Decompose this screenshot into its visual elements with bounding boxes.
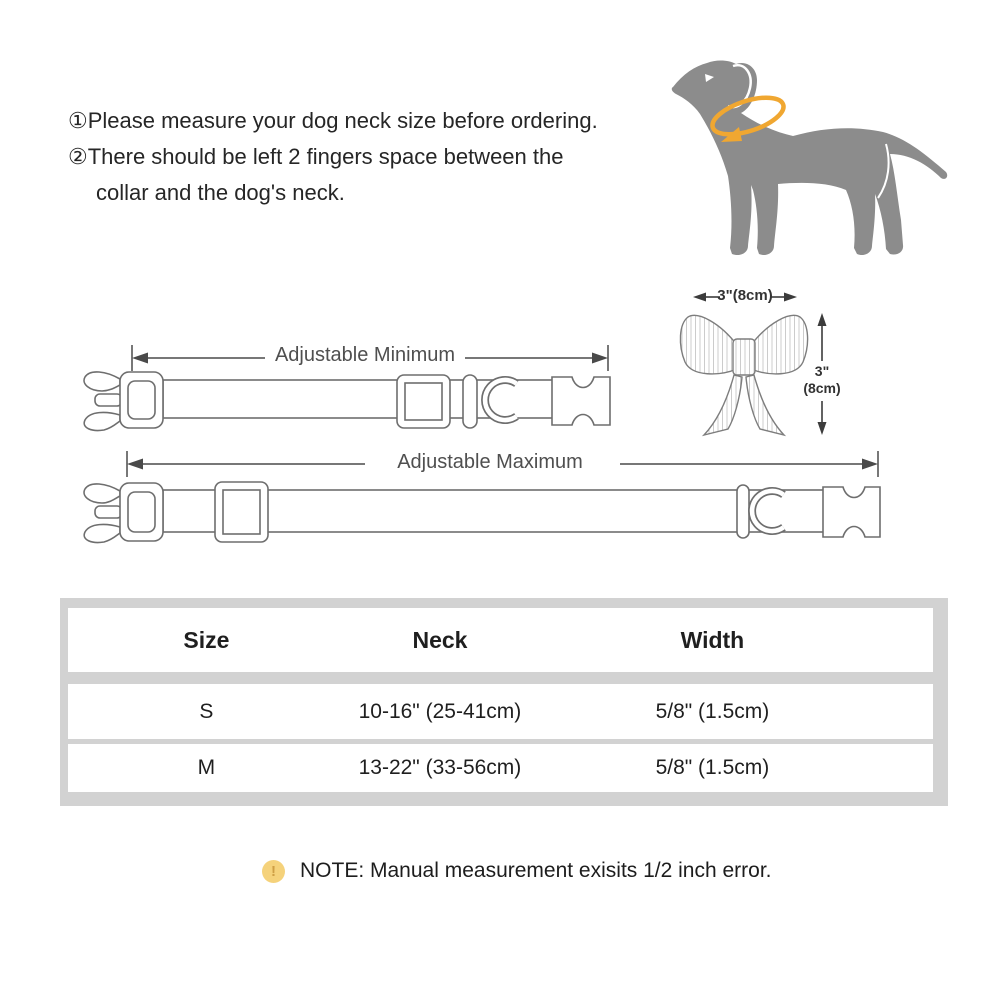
exclamation-glyph: ! [271,862,276,880]
cell-neck: 10-16" (25-41cm) [358,699,522,723]
keeper-loop [463,375,477,428]
buckle-male-opening [128,381,155,419]
exclamation-icon [262,860,285,883]
cell-width: 5/8" (1.5cm) [655,699,770,723]
instruction-line-3: collar and the dog's neck. [96,180,345,205]
header-neck: Neck [412,626,468,653]
table-row [68,744,933,792]
instruction-line-1: ①Please measure your dog neck size before ordering. [68,108,598,133]
instruction-line-2: ②There should be left 2 fingers space between the [68,144,564,169]
size-table [60,598,948,806]
cell-width: 5/8" (1.5cm) [655,756,770,779]
adjustable-minimum-label: Adjustable Minimum [274,344,456,366]
measuring-instructions [68,103,598,211]
buckle-prong [95,394,122,406]
tri-glide-opening [405,383,442,420]
header-size: Size [183,626,230,653]
measurement-note [262,859,772,883]
note-text: NOTE: Manual measurement exisits 1/2 inch error. [300,859,772,882]
arrowhead-right [862,459,878,470]
buckle-prong [84,484,120,503]
size-table-header [68,608,933,672]
buckle-prong [84,372,120,391]
buckle-prong [84,412,120,430]
cell-neck: 13-22" (33-56cm) [358,756,522,779]
keeper-loop [737,485,749,538]
header-width: Width [680,626,745,653]
arrowhead-left [132,353,148,364]
buckle-prong [84,524,120,542]
buckle-female [552,377,610,425]
collar-min-diagram [84,372,610,431]
buckle-prong [95,506,122,518]
collar-diagrams [60,335,960,550]
table-row [68,684,933,739]
adjustable-maximum-label: Adjustable Maximum [397,451,583,473]
dog-illustration [645,30,970,270]
bow-height-inches: 3" [814,363,830,379]
cell-size: M [197,756,216,779]
arrowhead-left [127,459,143,470]
bow-width-label: 3"(8cm) [717,287,773,304]
buckle-female [823,487,880,537]
bow-height-cm: (8cm) [803,380,841,396]
arrowhead-up [818,313,827,326]
dog-silhouette [672,60,947,255]
arrowhead-right [592,353,608,364]
cell-size: S [199,699,214,723]
buckle-male-opening [128,492,155,532]
tri-glide-opening [223,490,260,534]
